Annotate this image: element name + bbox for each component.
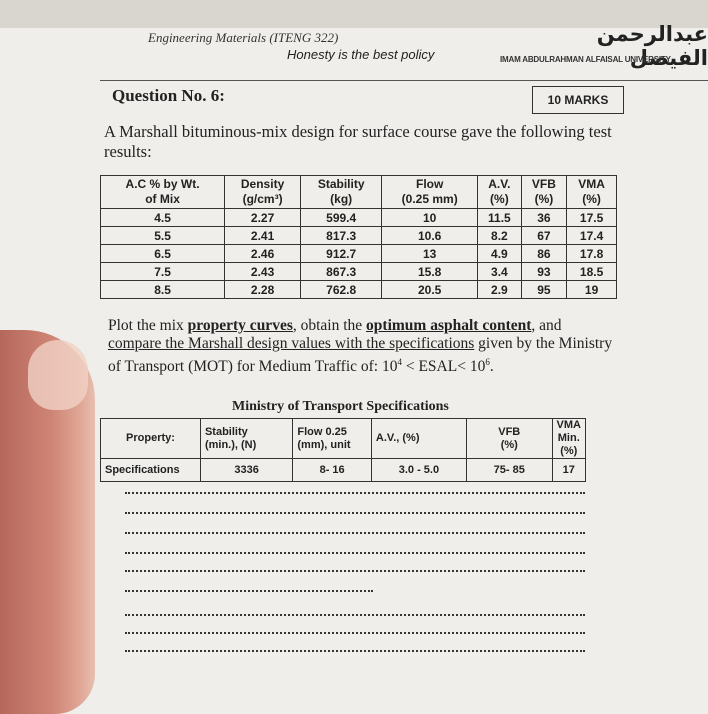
table-cell: 6.5 <box>101 245 225 263</box>
table-row <box>101 281 617 299</box>
mot-table-title: Ministry of Transport Specifications <box>232 399 449 414</box>
mot-header-stability: Stability (min.), (N) <box>200 419 292 459</box>
answer-line <box>125 492 585 494</box>
motto: Honesty is the best policy <box>287 47 435 62</box>
table-cell: 2.46 <box>225 245 301 263</box>
results-table <box>100 175 617 299</box>
marks-box: 10 MARKS <box>532 86 624 114</box>
thumbnail <box>28 340 88 410</box>
mot-header-av: A.V., (%) <box>371 419 466 459</box>
table-cell: 2.43 <box>225 263 301 281</box>
col-header-flow: Flow (0.25 mm) <box>382 176 478 209</box>
table-cell: 867.3 <box>301 263 382 281</box>
table-cell: 817.3 <box>301 227 382 245</box>
table-row <box>101 245 617 263</box>
answer-line <box>125 532 585 534</box>
table-cell: 3.0 - 5.0 <box>371 459 466 482</box>
table-cell: 4.5 <box>101 209 225 227</box>
university-name-arabic: عبدالرحمن الفيصل <box>596 22 708 70</box>
mot-header-flow: Flow 0.25 (mm), unit <box>293 419 372 459</box>
table-cell: Specifications <box>101 459 201 482</box>
answer-line <box>125 650 585 652</box>
table-cell: 7.5 <box>101 263 225 281</box>
table-cell: 20.5 <box>382 281 478 299</box>
table-row <box>101 263 617 281</box>
table-cell: 2.28 <box>225 281 301 299</box>
answer-line <box>125 614 585 616</box>
header-divider <box>100 80 708 81</box>
answer-line <box>125 570 585 572</box>
table-cell: 2.9 <box>478 281 522 299</box>
table-cell: 67 <box>521 227 567 245</box>
table-cell: 5.5 <box>101 227 225 245</box>
col-header-vma: VMA (%) <box>567 176 617 209</box>
table-cell: 3336 <box>200 459 292 482</box>
results-header-row <box>101 176 617 209</box>
table-cell: 4.9 <box>478 245 522 263</box>
table-cell: 10.6 <box>382 227 478 245</box>
question-intro: A Marshall bituminous-mix design for surface course gave the following test results: <box>104 122 612 161</box>
table-cell: 17.8 <box>567 245 617 263</box>
course-title: Engineering Materials (ITENG 322) <box>148 30 339 45</box>
table-cell: 36 <box>521 209 567 227</box>
table-cell: 17 <box>552 459 585 482</box>
table-cell: 13 <box>382 245 478 263</box>
table-cell: 17.4 <box>567 227 617 245</box>
table-cell: 8.5 <box>101 281 225 299</box>
mot-specifications-table <box>100 418 586 482</box>
table-row <box>101 209 617 227</box>
mot-header-vfb: VFB (%) <box>466 419 552 459</box>
table-cell: 86 <box>521 245 567 263</box>
table-cell: 912.7 <box>301 245 382 263</box>
table-cell: 95 <box>521 281 567 299</box>
table-row <box>101 227 617 245</box>
table-cell: 10 <box>382 209 478 227</box>
col-header-vfb: VFB (%) <box>521 176 567 209</box>
col-header-av: A.V. (%) <box>478 176 522 209</box>
mot-header-row <box>101 419 586 459</box>
question-number: Question No. 6: <box>112 86 225 105</box>
table-cell: 599.4 <box>301 209 382 227</box>
col-header-density: Density (g/cm³) <box>225 176 301 209</box>
table-cell: 19 <box>567 281 617 299</box>
col-header-stability: Stability (kg) <box>301 176 382 209</box>
mot-header-property: Property: <box>101 419 201 459</box>
table-cell: 2.41 <box>225 227 301 245</box>
answer-line <box>125 632 585 634</box>
table-cell: 2.27 <box>225 209 301 227</box>
answer-line <box>125 512 585 514</box>
table-cell: 8.2 <box>478 227 522 245</box>
answer-line <box>125 552 585 554</box>
task-instructions: Plot the mix property curves, obtain the optimum asphalt content, and compare the Marshall design values with the specifications given by the Ministry of Transport (MOT) for Medium Traffic of: $10^4$ < ESAL< $10^6$. <box>108 317 613 376</box>
table-cell: 17.5 <box>567 209 617 227</box>
table-cell: 3.4 <box>478 263 522 281</box>
col-header-ac: A.C % by Wt. of Mix <box>101 176 225 209</box>
table-cell: 762.8 <box>301 281 382 299</box>
mot-spec-row <box>101 459 586 482</box>
answer-line <box>125 590 373 592</box>
table-cell: 18.5 <box>567 263 617 281</box>
mot-header-vma: VMA Min. (%) <box>552 419 585 459</box>
table-cell: 8- 16 <box>293 459 372 482</box>
table-cell: 93 <box>521 263 567 281</box>
university-name-english: IMAM ABDULRAHMAN ALFAISAL UNIVERSITY <box>500 55 671 64</box>
table-cell: 75- 85 <box>466 459 552 482</box>
table-cell: 11.5 <box>478 209 522 227</box>
table-cell: 15.8 <box>382 263 478 281</box>
